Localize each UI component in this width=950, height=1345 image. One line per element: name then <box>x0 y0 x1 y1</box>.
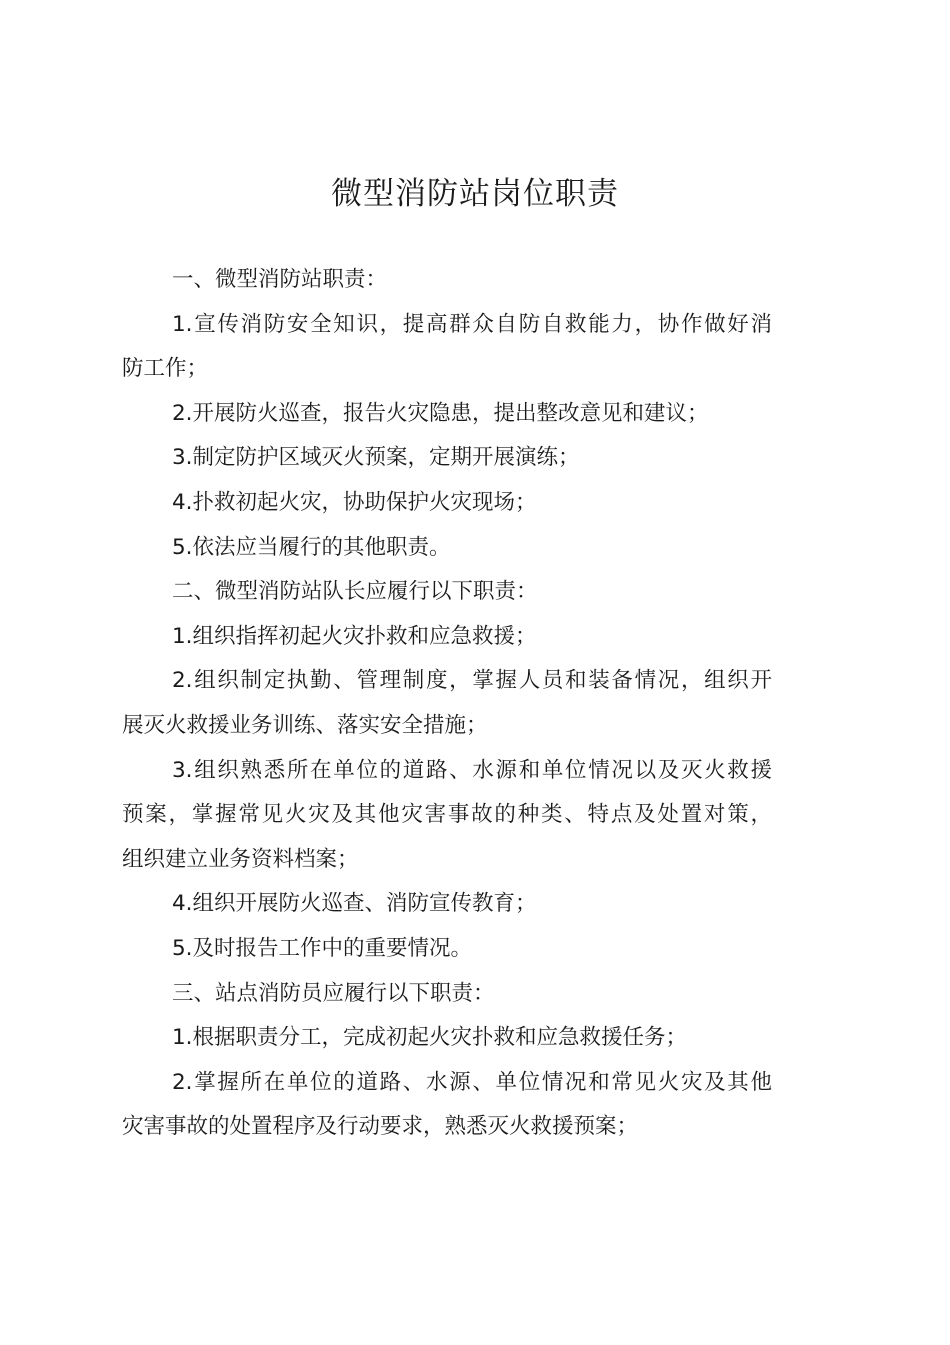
item-line: 预案，掌握常见火灾及其他灾害事故的种类、特点及处置对策， <box>122 802 772 828</box>
item-line: 4.组织开展防火巡查、消防宣传教育； <box>172 891 537 917</box>
item-line: 5.依法应当履行的其他职责。 <box>172 534 451 560</box>
item-line: 2.掌握所在单位的道路、水源、单位情况和常见火灾及其他 <box>172 1069 772 1095</box>
item-line: 5.及时报告工作中的重要情况。 <box>172 935 473 961</box>
section-3 <box>122 972 772 1150</box>
section-item <box>122 526 772 571</box>
item-line: 4.扑救初起火灾，协助保护火灾现场； <box>172 489 537 515</box>
section-item <box>122 882 772 927</box>
section-2 <box>122 570 772 971</box>
item-line: 组织建立业务资料档案； <box>122 846 359 872</box>
section-item <box>122 1061 772 1150</box>
section-heading: 一、微型消防站职责： <box>172 267 388 292</box>
section-item <box>122 1016 772 1061</box>
document-title: 微型消防站岗位职责 <box>331 176 619 212</box>
section-item <box>122 392 772 437</box>
item-line: 展灭火救援业务训练、落实安全措施； <box>122 712 488 738</box>
item-line: 2.开展防火巡查，报告火灾隐患，提出整改意见和建议； <box>172 400 709 426</box>
item-line: 1.宣传消防安全知识，提高群众自防自救能力，协作做好消 <box>172 311 772 337</box>
section-heading: 三、站点消防员应履行以下职责： <box>172 980 495 1006</box>
section-1 <box>122 258 772 570</box>
item-line: 防工作； <box>122 356 209 382</box>
item-line: 2.组织制定执勤、管理制度，掌握人员和装备情况，组织开 <box>172 668 772 694</box>
section-item <box>122 481 772 526</box>
item-line: 3.组织熟悉所在单位的道路、水源和单位情况以及灭火救援 <box>172 757 772 783</box>
item-line: 1.根据职责分工，完成初起火灾扑救和应急救援任务； <box>172 1025 688 1051</box>
document-body <box>122 258 772 1150</box>
section-item <box>122 303 772 392</box>
section-item <box>122 659 772 748</box>
section-item <box>122 436 772 481</box>
section-heading: 二、微型消防站队长应履行以下职责： <box>172 579 538 605</box>
item-line: 1.组织指挥初起火灾扑救和应急救援； <box>172 623 537 649</box>
section-item <box>122 927 772 972</box>
section-item <box>122 749 772 883</box>
item-line: 灾害事故的处置程序及行动要求，熟悉灭火救援预案； <box>122 1114 639 1140</box>
section-item <box>122 615 772 660</box>
item-line: 3.制定防护区域灭火预案，定期开展演练； <box>172 445 580 471</box>
